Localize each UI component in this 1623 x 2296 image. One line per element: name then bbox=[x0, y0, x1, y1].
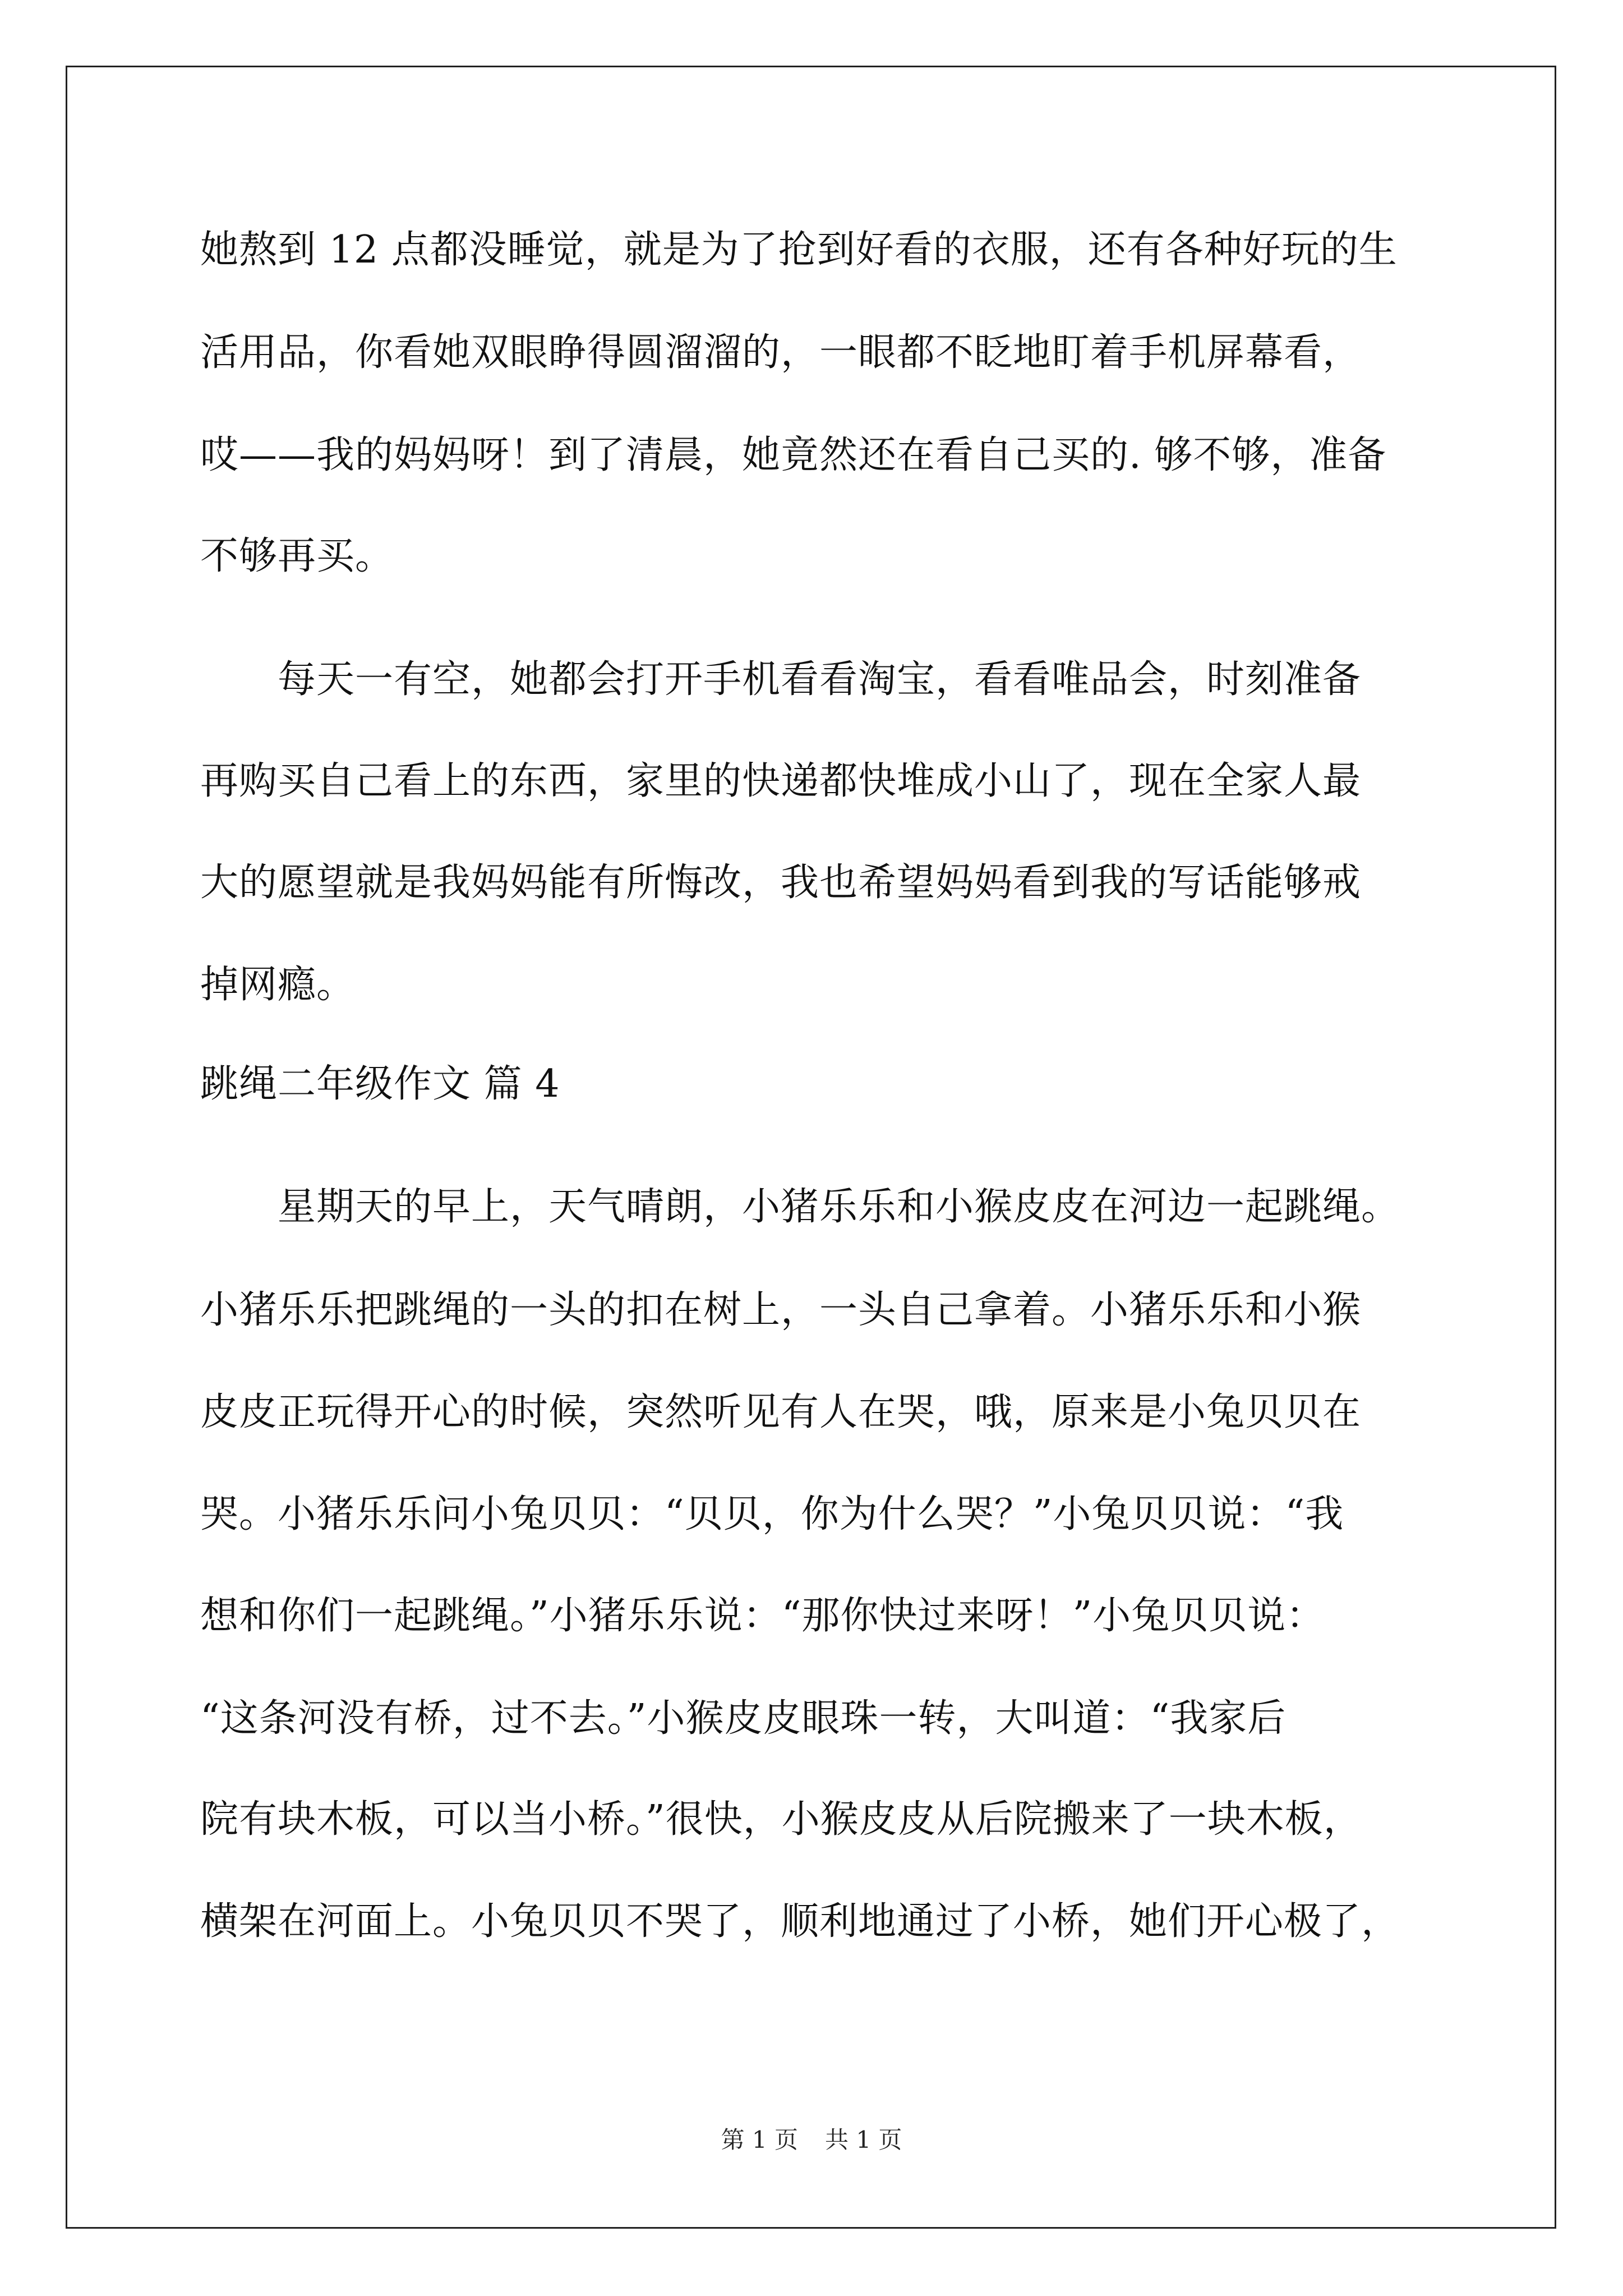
text-line: 掉网瘾。 bbox=[200, 963, 356, 1007]
text-line: 哭。小猪乐乐问小兔贝贝：“贝贝，你为什么哭？”小兔贝贝说：“我 bbox=[200, 1492, 1344, 1536]
text-line: 皮皮正玩得开心的时候，突然听见有人在哭，哦，原来是小兔贝贝在 bbox=[200, 1390, 1362, 1434]
text-line: 不够再买。 bbox=[200, 534, 394, 578]
text-line: 大的愿望就是我妈妈能有所悔改，我也希望妈妈看到我的写话能够戒 bbox=[200, 861, 1362, 905]
section-heading: 跳绳二年级作文 篇 4 bbox=[200, 1062, 560, 1106]
page-number: 第 1 页 bbox=[721, 2126, 798, 2154]
text-line: 横架在河面上。小兔贝贝不哭了，顺利地通过了小桥，她们开心极了， bbox=[200, 1899, 1400, 1944]
text-line: 想和你们一起跳绳。”小猪乐乐说：“那你快过来呀！”小兔贝贝说： bbox=[200, 1594, 1325, 1638]
text-line: 再购买自己看上的东西，家里的快递都快堆成小山了，现在全家人最 bbox=[200, 759, 1362, 803]
text-line: 哎——我的妈妈呀！到了清晨，她竟然还在看自己买的. 够不够，准备 bbox=[200, 433, 1387, 477]
page-total: 共 1 页 bbox=[825, 2126, 902, 2154]
text-line: 每天一有空，她都会打开手机看看淘宝，看看唯品会，时刻准备 bbox=[200, 657, 1362, 702]
text-line: 小猪乐乐把跳绳的一头的扣在树上，一头自己拿着。小猪乐乐和小猴 bbox=[200, 1288, 1362, 1332]
text-line: 星期天的早上，天气晴朗，小猪乐乐和小猴皮皮在河边一起跳绳。 bbox=[200, 1185, 1400, 1229]
text-line: 院有块木板，可以当小桥。”很快，小猴皮皮从后院搬来了一块木板， bbox=[200, 1797, 1362, 1842]
text-line: 活用品，你看她双眼睁得圆溜溜的，一眼都不眨地盯着手机屏幕看， bbox=[200, 330, 1362, 375]
text-line: “这条河没有桥，过不去。”小猴皮皮眼珠一转，大叫道：“我家后 bbox=[200, 1696, 1287, 1741]
text-line: 她熬到 12 点都没睡觉，就是为了抢到好看的衣服，还有各种好玩的生 bbox=[200, 228, 1398, 272]
page-footer bbox=[0, 2122, 1623, 2155]
